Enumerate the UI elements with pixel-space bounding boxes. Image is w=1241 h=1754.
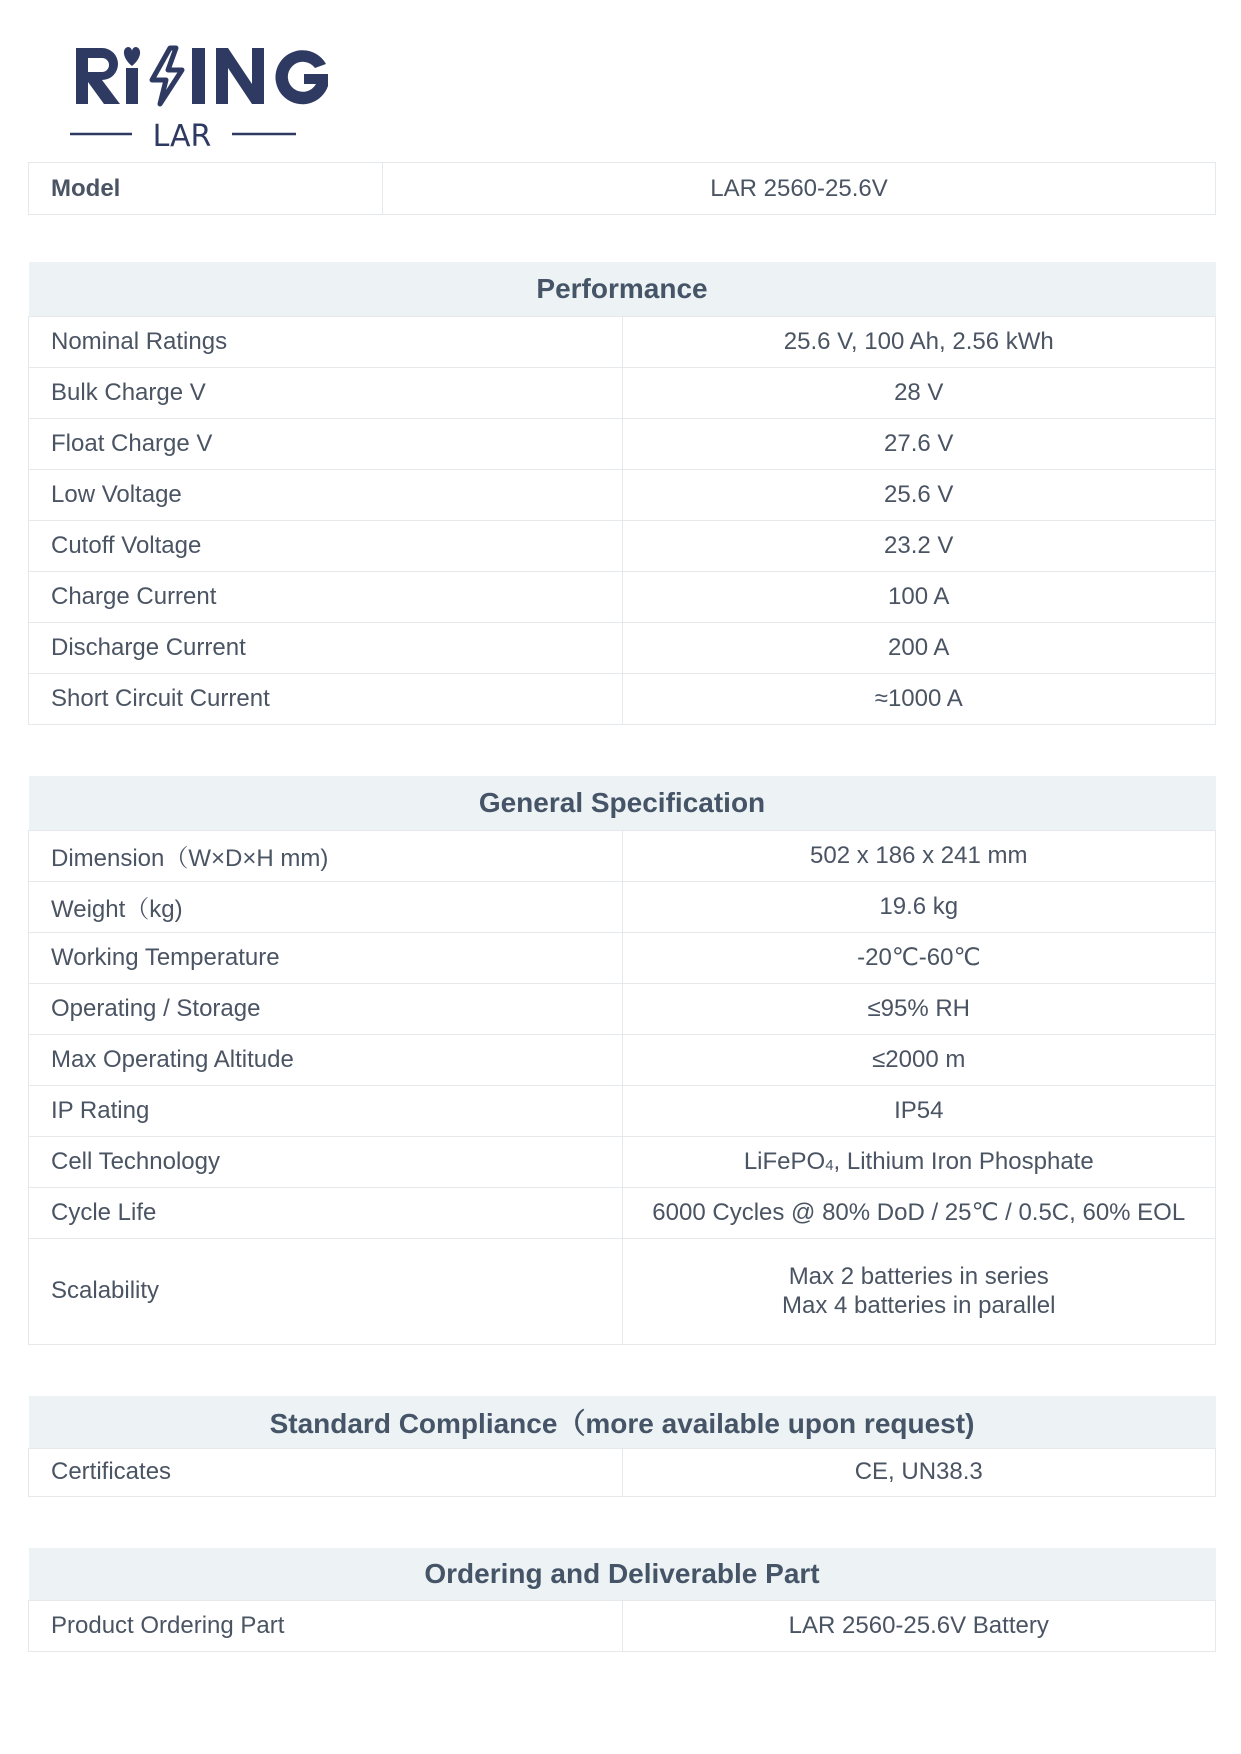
table-row — [29, 418, 1216, 469]
section-header — [29, 262, 1216, 316]
row-value: 6000 Cycles @ 80% DoD / 25℃ / 0.5C, 60% EOL — [622, 1187, 1216, 1238]
row-label: Weight（kg) — [29, 881, 623, 932]
row-value: 27.6 V — [622, 418, 1216, 469]
performance-table — [28, 262, 1216, 725]
table-row — [29, 1187, 1216, 1238]
table-row — [29, 622, 1216, 673]
table-row — [29, 469, 1216, 520]
row-value: ≤95% RH — [622, 983, 1216, 1034]
general-title: General Specification — [29, 776, 1216, 830]
table-row — [29, 983, 1216, 1034]
table-row — [29, 1085, 1216, 1136]
cell-tech-subscript: 4 — [825, 1156, 834, 1174]
row-value — [622, 1136, 1216, 1187]
compliance-table — [28, 1396, 1216, 1497]
row-value — [622, 1238, 1216, 1344]
scalability-line-2: Max 4 batteries in parallel — [782, 1292, 1056, 1319]
row-value: LAR 2560-25.6V Battery — [622, 1600, 1216, 1651]
logo-lar-text: LAR — [152, 119, 212, 148]
row-label: Discharge Current — [29, 622, 623, 673]
row-label: Dimension（W×D×H mm) — [29, 830, 623, 881]
table-row — [29, 316, 1216, 367]
row-value: 23.2 V — [622, 520, 1216, 571]
row-label: Cutoff Voltage — [29, 520, 623, 571]
table-row — [29, 571, 1216, 622]
row-value: 502 x 186 x 241 mm — [622, 830, 1216, 881]
model-table — [28, 162, 1216, 215]
ordering-table — [28, 1548, 1216, 1652]
row-label: Charge Current — [29, 571, 623, 622]
section-header — [29, 776, 1216, 830]
row-label: Operating / Storage — [29, 983, 623, 1034]
table-row — [29, 1238, 1216, 1344]
performance-title: Performance — [29, 262, 1216, 316]
cell-tech-main: LiFePO — [743, 1147, 826, 1175]
table-row — [29, 1600, 1216, 1651]
row-label: Cycle Life — [29, 1187, 623, 1238]
row-value: 200 A — [622, 622, 1216, 673]
row-label: Nominal Ratings — [29, 316, 623, 367]
table-row — [29, 932, 1216, 983]
row-value: 19.6 kg — [622, 881, 1216, 932]
section-header — [29, 1548, 1216, 1600]
row-label: Working Temperature — [29, 932, 623, 983]
table-row — [29, 1448, 1216, 1496]
row-value: CE, UN38.3 — [622, 1448, 1216, 1496]
row-value: ≈1000 A — [622, 673, 1216, 724]
row-label: Cell Technology — [29, 1136, 623, 1187]
row-value: IP54 — [622, 1085, 1216, 1136]
row-label: Scalability — [29, 1238, 623, 1344]
row-value: 100 A — [622, 571, 1216, 622]
table-row — [29, 830, 1216, 881]
section-header — [29, 1396, 1216, 1448]
model-label: Model — [29, 163, 383, 215]
table-row — [29, 881, 1216, 932]
row-label: Product Ordering Part — [29, 1600, 623, 1651]
cell-tech-rest: , Lithium Iron Phosphate — [833, 1147, 1094, 1175]
row-label: Certificates — [29, 1448, 623, 1496]
compliance-title: Standard Compliance（more available upon request) — [29, 1396, 1216, 1448]
rising-lar-logo — [70, 38, 340, 148]
row-value: 25.6 V — [622, 469, 1216, 520]
model-value: LAR 2560-25.6V — [383, 163, 1216, 215]
table-row — [29, 163, 1216, 215]
table-row — [29, 367, 1216, 418]
ordering-title: Ordering and Deliverable Part — [29, 1548, 1216, 1600]
row-value: -20℃-60℃ — [622, 932, 1216, 983]
row-label: Max Operating Altitude — [29, 1034, 623, 1085]
general-spec-table — [28, 776, 1216, 1345]
row-value: ≤2000 m — [622, 1034, 1216, 1085]
row-value: 28 V — [622, 367, 1216, 418]
table-row — [29, 1034, 1216, 1085]
scalability-line-1: Max 2 batteries in series — [788, 1263, 1049, 1290]
row-label: Short Circuit Current — [29, 673, 623, 724]
table-row — [29, 520, 1216, 571]
row-label: Low Voltage — [29, 469, 623, 520]
table-row — [29, 1136, 1216, 1187]
row-label: IP Rating — [29, 1085, 623, 1136]
row-label: Float Charge V — [29, 418, 623, 469]
table-row — [29, 673, 1216, 724]
row-label: Bulk Charge V — [29, 367, 623, 418]
row-value: 25.6 V, 100 Ah, 2.56 kWh — [622, 316, 1216, 367]
